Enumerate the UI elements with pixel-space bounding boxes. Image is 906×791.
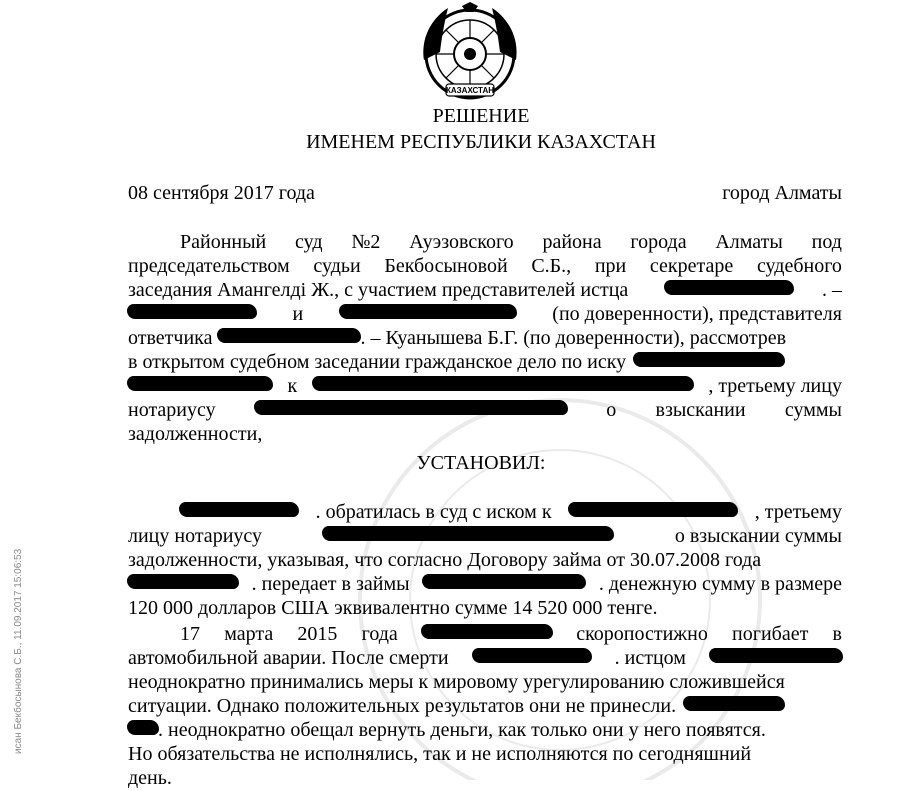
emblem-lettering: КАЗАХСТАН — [446, 86, 494, 95]
document-subtitle: ИМЕНЕМ РЕСПУБЛИКИ КАЗАХСТАН — [306, 131, 656, 153]
body-line-4: . передает в займы . денежную сумму в размере — [128, 572, 842, 596]
intro-line-6: в открытом судебном заседании гражданское дело по иску — [128, 350, 842, 374]
body-line-9: ситуации. Однако положительных результатов они не принесли. — [128, 694, 842, 718]
kazakhstan-emblem-icon — [418, 2, 522, 102]
body-line-2: лицу нотариусу о взыскании суммы — [128, 525, 842, 547]
redaction — [473, 648, 591, 663]
redaction — [665, 280, 793, 295]
body-line-8: неоднократно принимались меры к мировому урегулированию сложившейся — [128, 671, 785, 693]
intro-line-4: и (по доверенности), представителя — [128, 302, 842, 326]
intro-line-1: Районный суд №2 Ауэзовского района города Алматы под — [180, 231, 842, 253]
body-line-3: задолженности, указывая, что согласно Договору займа от 30.07.2008 года — [128, 549, 762, 571]
body-line-5: 120 000 долларов США эквивалентно сумме 14 520 000 тенге. — [128, 597, 658, 619]
intro-line-8: нотариусу о взыскании суммы — [128, 399, 842, 421]
redaction — [128, 304, 256, 319]
redaction — [255, 400, 567, 415]
redaction — [128, 376, 272, 391]
redaction — [180, 502, 298, 517]
redaction — [218, 328, 360, 343]
redaction — [710, 648, 842, 663]
body-line-7: автомобильной аварии. После смерти . истцом — [128, 646, 842, 670]
section-heading: УСТАНОВИЛ: — [416, 452, 546, 474]
redaction — [313, 376, 693, 391]
redaction — [423, 574, 585, 589]
redaction — [340, 304, 516, 319]
body-line-6: 17 марта 2015 года скоропостижно погибает в — [180, 623, 842, 645]
document-city: город Алматы — [722, 182, 842, 204]
intro-line-3: заседания Амангелді Ж., с участием представителей истца . – — [128, 279, 842, 301]
intro-line-5: ответчика . – Куанышева Б.Г. (по доверенности), рассмотрев — [128, 327, 787, 349]
document-date: 08 сентября 2017 года — [128, 182, 315, 204]
redaction — [422, 624, 552, 639]
body-line-11: Но обязательства не исполнялись, так и не исполняются по сегодняшний — [128, 743, 752, 765]
redaction — [569, 502, 737, 517]
body-line-10: . неоднократно обещал вернуть деньги, как только они у него появятся. — [128, 718, 842, 742]
redaction — [684, 696, 784, 711]
redaction — [128, 720, 158, 735]
document-title: РЕШЕНИЕ — [432, 105, 530, 127]
intro-line-2: председательством судьи Бекбосыновой С.Б., при секретаре судебного — [128, 255, 842, 277]
redaction — [634, 352, 784, 367]
signature-stamp: исан Бекбосынова С.Б., 11.09.2017 15:06:53 — [13, 548, 24, 754]
redaction — [323, 526, 613, 541]
intro-line-9: задолженности, — [128, 423, 263, 445]
intro-line-7: к , третьему лицу — [128, 374, 842, 398]
body-line-12: день. — [128, 767, 172, 789]
body-line-1: . обратилась в суд с иском к , третьему — [180, 500, 842, 524]
redaction — [128, 574, 238, 589]
